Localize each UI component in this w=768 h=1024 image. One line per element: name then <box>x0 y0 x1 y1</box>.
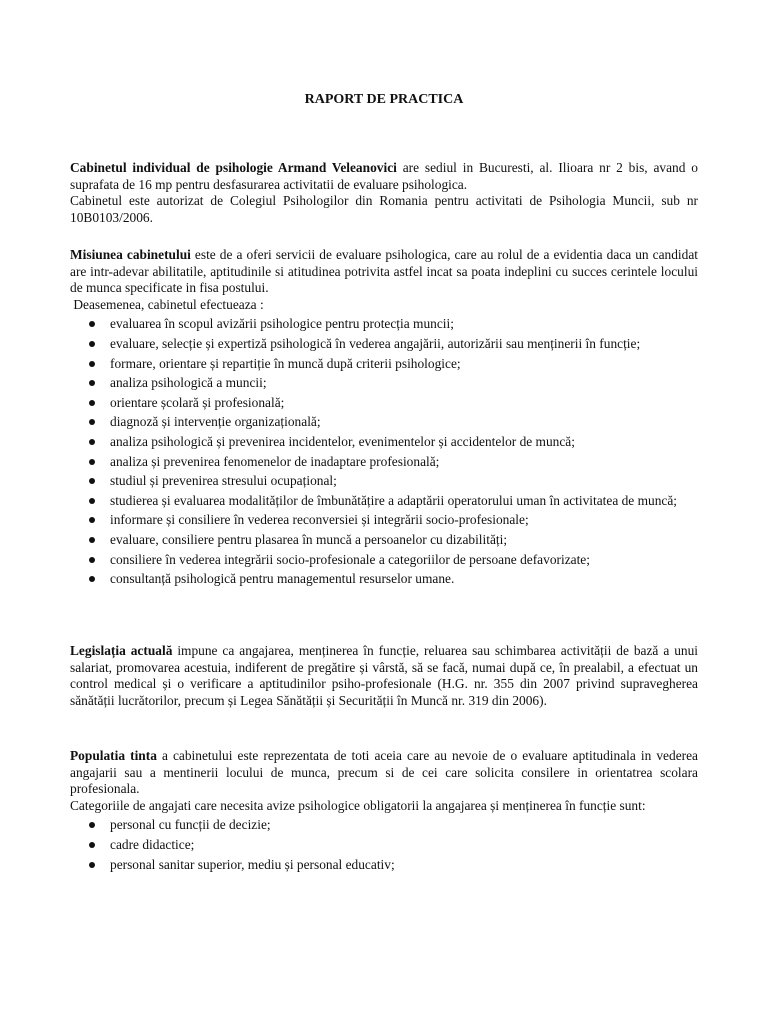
bullet-icon <box>89 341 95 347</box>
bullet-icon <box>89 822 95 828</box>
bullet-icon <box>89 498 95 504</box>
services-list <box>70 316 698 587</box>
list-item: cadre didactice; <box>70 837 698 854</box>
mission-lead: Deasemenea, cabinetul efectueaza : <box>70 296 264 312</box>
mission-paragraph <box>70 247 698 297</box>
list-item: informare și consiliere în vederea reconversiei și integrării socio-profesionale; <box>70 512 698 529</box>
list-item: personal cu funcții de decizie; <box>70 817 698 834</box>
bullet-icon <box>89 380 95 386</box>
bullet-icon <box>89 842 95 848</box>
legislation-text: impune ca angajarea, menținerea în funcție, reluarea sau schimbarea activității de bază a unui salariat, promovarea acestuia, indiferent de pregătire și vârstă, să se facă, numai după ce, în prealabil, a efectuat un control medical și o verificare a aptitudinilor psiho-profesionale (H.G. nr. 355 din 2007 privind supravegherea sănătății lucrătorilor, precum și Legea Sănătății și Securității în Muncă nr. 319 din 2006). <box>70 643 699 708</box>
list-item: consultanță psihologică pentru managementul resurselor umane. <box>70 571 698 588</box>
population-bold-label: Populatia tinta <box>70 748 157 763</box>
list-item: orientare școlară și profesională; <box>70 395 698 412</box>
bullet-icon <box>89 361 95 367</box>
list-item: consiliere în vederea integrării socio-profesionale a categoriilor de persoane defavorizate; <box>70 552 698 569</box>
categories-paragraph: Categoriile de angajati care necesita avize psihologice obligatorii la angajarea și menținerea în funcție sunt: <box>70 797 646 813</box>
intro-bold-label: Cabinetul individual de psihologie Armand Veleanovici <box>70 160 397 175</box>
mission-section <box>70 247 698 588</box>
list-item: analiza psihologică și prevenirea incidentelor, evenimentelor și accidentelor de muncă; <box>70 434 698 451</box>
mission-text: este de a oferi servicii de evaluare psihologica, care au rolul de a evidentia daca un candidat are intr-adevar abilitatile, aptitudinile si atitudinea potrivita astfel incat sa poata indeplini cu succes cerintele locului de munca specificate in fisa postului. <box>70 247 699 296</box>
bullet-icon <box>89 537 95 543</box>
bullet-icon <box>89 517 95 523</box>
list-item: evaluare, selecție și expertiză psihologică în vederea angajării, autorizării sau menținerii în funcție; <box>70 336 698 353</box>
legislation-paragraph <box>70 643 698 709</box>
bullet-icon <box>89 321 95 327</box>
bullet-icon <box>89 862 95 868</box>
mission-bold-label: Misiunea cabinetului <box>70 247 191 262</box>
bullet-icon <box>89 459 95 465</box>
list-item: formare, orientare și repartiție în muncă după criterii psihologice; <box>70 356 698 373</box>
categories-list <box>70 817 698 873</box>
bullet-icon <box>89 478 95 484</box>
list-item: analiza psihologică a muncii; <box>70 375 698 392</box>
list-item: evaluare, consiliere pentru plasarea în muncă a persoanelor cu dizabilități; <box>70 532 698 549</box>
list-item: diagnoză și intervenție organizațională; <box>70 414 698 431</box>
legislation-bold-label: Legislația actuală <box>70 643 173 658</box>
bullet-icon <box>89 419 95 425</box>
list-item: studierea și evaluarea modalităților de îmbunătățire a adaptării operatorului uman în activitatea de muncă; <box>70 493 698 510</box>
document-title: RAPORT DE PRACTICA <box>304 92 464 107</box>
authorization-paragraph: Cabinetul este autorizat de Colegiul Psihologilor din Romania pentru activitati de Psihologia Muncii, sub nr 10B0103/2006. <box>70 193 698 225</box>
bullet-icon <box>89 439 95 445</box>
bullet-icon <box>89 400 95 406</box>
population-section <box>70 748 698 873</box>
legislation-section <box>70 643 698 709</box>
intro-section <box>70 160 698 226</box>
list-item: personal sanitar superior, mediu și personal educativ; <box>70 857 698 874</box>
list-item: evaluarea în scopul avizării psihologice pentru protecția muncii; <box>70 316 698 333</box>
population-paragraph <box>70 748 698 798</box>
intro-text: are sediul in Bucuresti, al. Ilioara nr 2 bis, avand o suprafata de 16 mp pentru desfasurarea activitatii de evaluare psihologica. <box>70 160 698 192</box>
bullet-icon <box>89 557 95 563</box>
population-text: a cabinetului este reprezentata de toti aceia care au nevoie de o evaluare aptitudinala in vederea angajarii sau a mentinerii locului de munca, precum si de cei care solicita consilere in orientatrea scolara profesionala. <box>70 748 698 797</box>
list-item: studiul și prevenirea stresului ocupațional; <box>70 473 698 490</box>
list-item: analiza și prevenirea fenomenelor de inadaptare profesională; <box>70 454 698 471</box>
bullet-icon <box>89 576 95 582</box>
intro-paragraph <box>70 160 698 193</box>
